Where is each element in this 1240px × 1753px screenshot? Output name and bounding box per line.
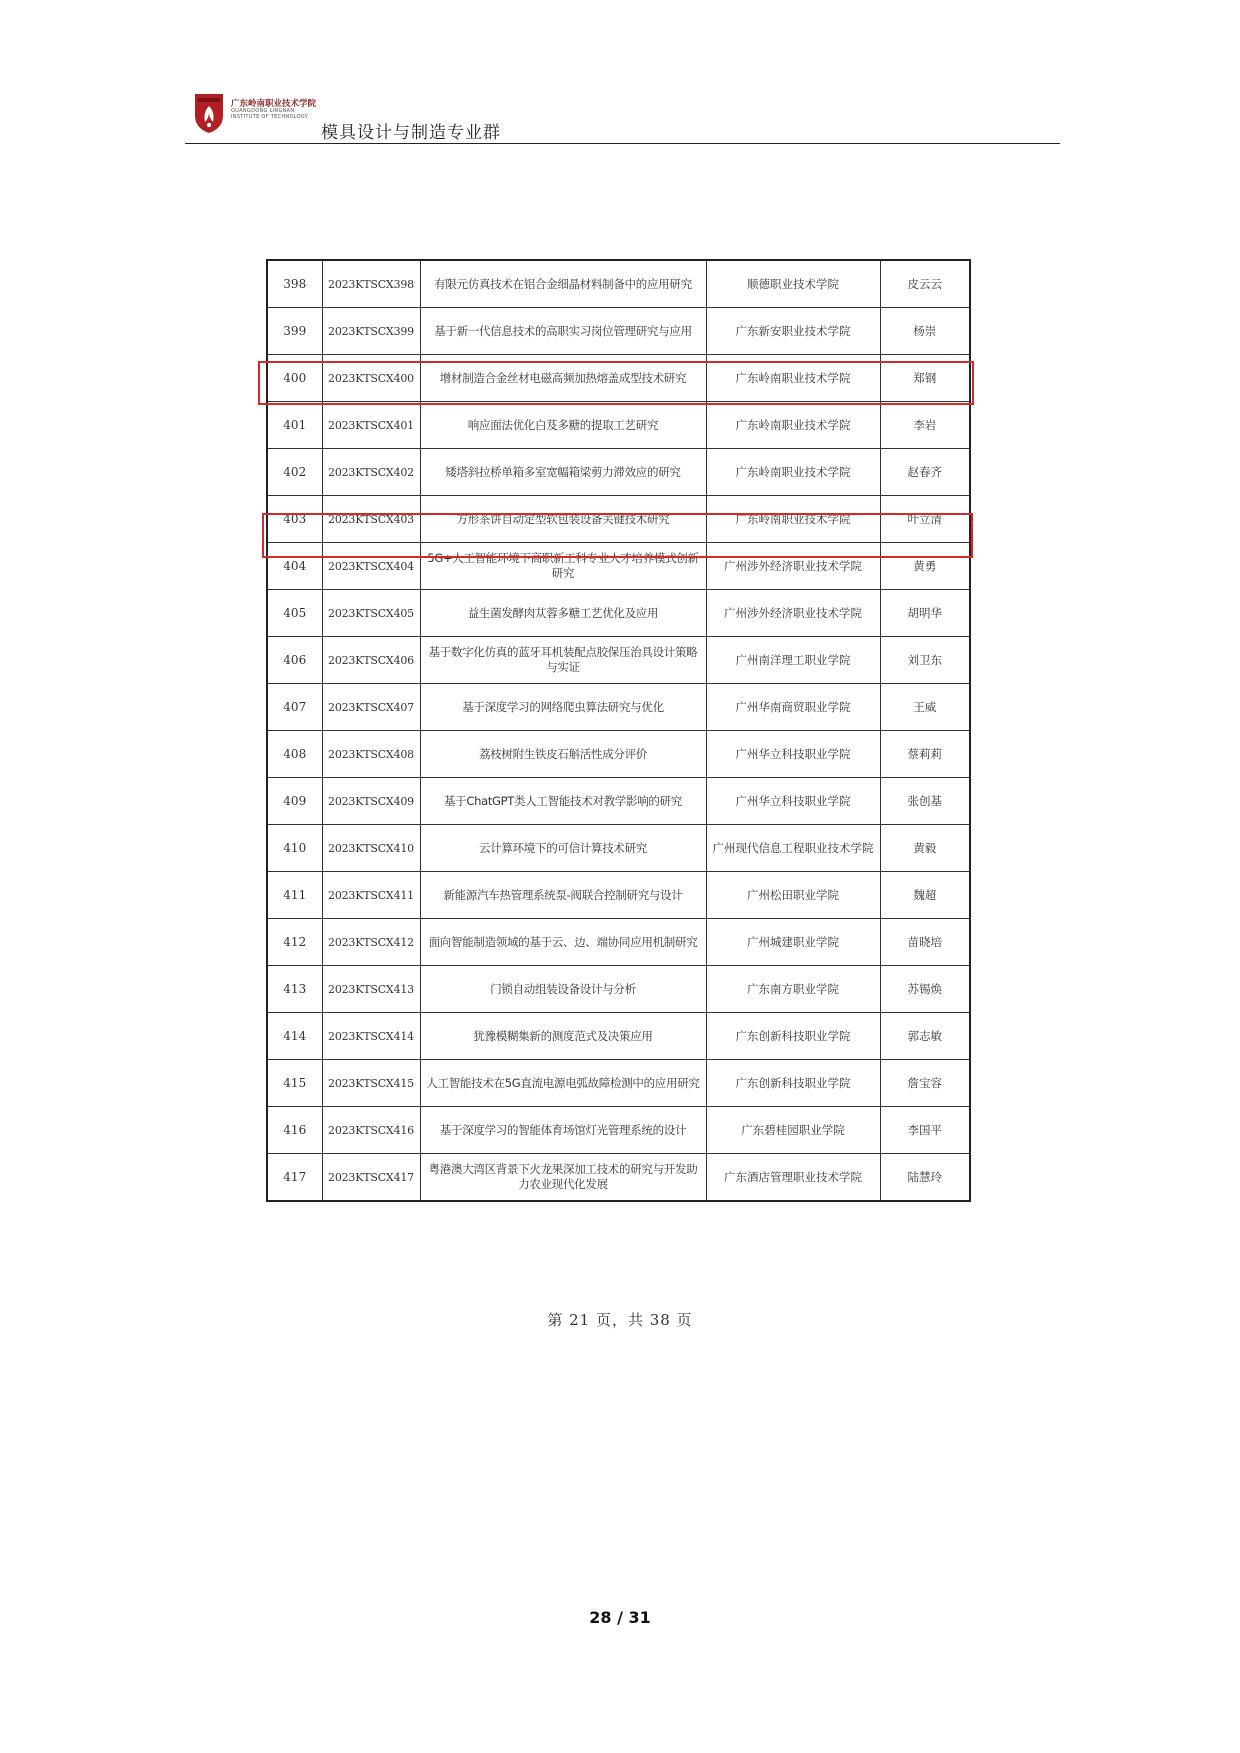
table-row bbox=[267, 1107, 970, 1154]
school-name-en-line-1: GUANGDONG LINGNAN bbox=[231, 108, 295, 114]
project-code: 2023KTSCX415 bbox=[322, 1060, 420, 1107]
table-row bbox=[267, 778, 970, 825]
row-number: 402 bbox=[267, 449, 322, 496]
project-title: 荔枝树附生铁皮石斛活性成分评价 bbox=[420, 731, 706, 778]
project-title: 益生菌发酵肉苁蓉多糖工艺优化及应用 bbox=[420, 590, 706, 637]
school-name-en bbox=[231, 108, 308, 120]
school-name: 顺德职业技术学院 bbox=[706, 260, 880, 308]
table-row bbox=[267, 308, 970, 355]
project-table-body bbox=[267, 260, 970, 1201]
project-code: 2023KTSCX408 bbox=[322, 731, 420, 778]
school-name: 广州现代信息工程职业技术学院 bbox=[706, 825, 880, 872]
school-name: 广州华南商贸职业学院 bbox=[706, 684, 880, 731]
principal-name: 李国平 bbox=[880, 1107, 970, 1154]
principal-name: 皮云云 bbox=[880, 260, 970, 308]
project-code: 2023KTSCX413 bbox=[322, 966, 420, 1013]
school-name: 广州城建职业学院 bbox=[706, 919, 880, 966]
principal-name: 黄勇 bbox=[880, 543, 970, 590]
row-number: 404 bbox=[267, 543, 322, 590]
project-title: 方形茶饼自动定型软包装设备关键技术研究 bbox=[420, 496, 706, 543]
row-number: 400 bbox=[267, 355, 322, 402]
table-row bbox=[267, 1013, 970, 1060]
principal-name: 张创基 bbox=[880, 778, 970, 825]
row-number: 398 bbox=[267, 260, 322, 308]
row-number: 408 bbox=[267, 731, 322, 778]
school-name: 广州南洋理工职业学院 bbox=[706, 637, 880, 684]
principal-name: 魏超 bbox=[880, 872, 970, 919]
principal-name: 苏锡焕 bbox=[880, 966, 970, 1013]
project-title: 基于数字化仿真的蓝牙耳机装配点胶保压治具设计策略与实证 bbox=[420, 637, 706, 684]
principal-name: 詹宝容 bbox=[880, 1060, 970, 1107]
row-number: 412 bbox=[267, 919, 322, 966]
school-name: 广州松田职业学院 bbox=[706, 872, 880, 919]
table-row bbox=[267, 637, 970, 684]
project-title: 基于新一代信息技术的高职实习岗位管理研究与应用 bbox=[420, 308, 706, 355]
school-name: 广州涉外经济职业技术学院 bbox=[706, 543, 880, 590]
principal-name: 胡明华 bbox=[880, 590, 970, 637]
project-title: 5G+人工智能环境下高职新工科专业人才培养模式创新研究 bbox=[420, 543, 706, 590]
principal-name: 郭志敏 bbox=[880, 1013, 970, 1060]
project-title: 人工智能技术在5G直流电源电弧故障检测中的应用研究 bbox=[420, 1060, 706, 1107]
professional-group-title: 模具设计与制造专业群 bbox=[321, 123, 501, 143]
inner-page-footer: 第 21 页，共 38 页 bbox=[547, 1311, 693, 1329]
table-row bbox=[267, 731, 970, 778]
row-number: 405 bbox=[267, 590, 322, 637]
project-title: 面向智能制造领域的基于云、边、端协同应用机制研究 bbox=[420, 919, 706, 966]
table-row bbox=[267, 543, 970, 590]
row-number: 411 bbox=[267, 872, 322, 919]
school-name-en-line-2: INSTITUTE OF TECHNOLOGY bbox=[231, 114, 309, 120]
header-divider bbox=[185, 143, 1060, 144]
school-name: 广东碧桂园职业学院 bbox=[706, 1107, 880, 1154]
principal-name: 郑钢 bbox=[880, 355, 970, 402]
principal-name: 陆慧玲 bbox=[880, 1154, 970, 1202]
project-title: 增材制造合金丝材电磁高频加热熔盖成型技术研究 bbox=[420, 355, 706, 402]
row-number: 416 bbox=[267, 1107, 322, 1154]
school-name: 广州华立科技职业学院 bbox=[706, 731, 880, 778]
project-title: 犹豫模糊集新的测度范式及决策应用 bbox=[420, 1013, 706, 1060]
project-title: 基于ChatGPT类人工智能技术对教学影响的研究 bbox=[420, 778, 706, 825]
school-name: 广东岭南职业技术学院 bbox=[706, 496, 880, 543]
project-code: 2023KTSCX412 bbox=[322, 919, 420, 966]
school-name: 广东创新科技职业学院 bbox=[706, 1013, 880, 1060]
project-code: 2023KTSCX407 bbox=[322, 684, 420, 731]
principal-name: 赵春齐 bbox=[880, 449, 970, 496]
principal-name: 黄毅 bbox=[880, 825, 970, 872]
school-name: 广东酒店管理职业技术学院 bbox=[706, 1154, 880, 1202]
project-code: 2023KTSCX404 bbox=[322, 543, 420, 590]
document-page-indicator: 28 / 31 bbox=[589, 1608, 651, 1627]
project-code: 2023KTSCX400 bbox=[322, 355, 420, 402]
table-row bbox=[267, 1154, 970, 1202]
table-row bbox=[267, 496, 970, 543]
table-row bbox=[267, 590, 970, 637]
principal-name: 苗晓培 bbox=[880, 919, 970, 966]
project-code: 2023KTSCX416 bbox=[322, 1107, 420, 1154]
principal-name: 杨崇 bbox=[880, 308, 970, 355]
row-number: 403 bbox=[267, 496, 322, 543]
school-name: 广州涉外经济职业技术学院 bbox=[706, 590, 880, 637]
project-code: 2023KTSCX409 bbox=[322, 778, 420, 825]
project-code: 2023KTSCX417 bbox=[322, 1154, 420, 1202]
row-number: 399 bbox=[267, 308, 322, 355]
school-name-cn: 广东岭南职业技术学院 bbox=[231, 99, 317, 109]
school-name: 广州华立科技职业学院 bbox=[706, 778, 880, 825]
project-code: 2023KTSCX405 bbox=[322, 590, 420, 637]
project-code: 2023KTSCX414 bbox=[322, 1013, 420, 1060]
project-title: 门锁自动组装设备设计与分析 bbox=[420, 966, 706, 1013]
table-row bbox=[267, 872, 970, 919]
principal-name: 王威 bbox=[880, 684, 970, 731]
project-code: 2023KTSCX406 bbox=[322, 637, 420, 684]
row-number: 409 bbox=[267, 778, 322, 825]
table-row bbox=[267, 1060, 970, 1107]
principal-name: 刘卫东 bbox=[880, 637, 970, 684]
row-number: 413 bbox=[267, 966, 322, 1013]
principal-name: 李岩 bbox=[880, 402, 970, 449]
project-code: 2023KTSCX403 bbox=[322, 496, 420, 543]
project-title: 基于深度学习的网络爬虫算法研究与优化 bbox=[420, 684, 706, 731]
table-row bbox=[267, 260, 970, 308]
row-number: 414 bbox=[267, 1013, 322, 1060]
school-name: 广东岭南职业技术学院 bbox=[706, 402, 880, 449]
row-number: 417 bbox=[267, 1154, 322, 1202]
project-title: 新能源汽车热管理系统泵-阀联合控制研究与设计 bbox=[420, 872, 706, 919]
row-number: 401 bbox=[267, 402, 322, 449]
school-name: 广东岭南职业技术学院 bbox=[706, 449, 880, 496]
table-row bbox=[267, 825, 970, 872]
project-code: 2023KTSCX410 bbox=[322, 825, 420, 872]
project-list-table bbox=[266, 259, 971, 1202]
school-name: 广东岭南职业技术学院 bbox=[706, 355, 880, 402]
table-row bbox=[267, 402, 970, 449]
school-name: 广东创新科技职业学院 bbox=[706, 1060, 880, 1107]
project-code: 2023KTSCX411 bbox=[322, 872, 420, 919]
row-number: 410 bbox=[267, 825, 322, 872]
project-title: 粤港澳大湾区背景下火龙果深加工技术的研究与开发助力农业现代化发展 bbox=[420, 1154, 706, 1202]
table-row bbox=[267, 355, 970, 402]
table-row bbox=[267, 919, 970, 966]
project-title: 响应面法优化白芨多糖的提取工艺研究 bbox=[420, 402, 706, 449]
project-code: 2023KTSCX402 bbox=[322, 449, 420, 496]
row-number: 407 bbox=[267, 684, 322, 731]
project-title: 云计算环境下的可信计算技术研究 bbox=[420, 825, 706, 872]
project-code: 2023KTSCX401 bbox=[322, 402, 420, 449]
row-number: 415 bbox=[267, 1060, 322, 1107]
project-title: 有限元仿真技术在铝合金细晶材料制备中的应用研究 bbox=[420, 260, 706, 308]
school-name: 广东新安职业技术学院 bbox=[706, 308, 880, 355]
table-row bbox=[267, 684, 970, 731]
table-row bbox=[267, 966, 970, 1013]
principal-name: 蔡莉莉 bbox=[880, 731, 970, 778]
principal-name: 叶立清 bbox=[880, 496, 970, 543]
school-crest-icon bbox=[193, 92, 225, 134]
project-code: 2023KTSCX399 bbox=[322, 308, 420, 355]
project-title: 基于深度学习的智能体育场馆灯光管理系统的设计 bbox=[420, 1107, 706, 1154]
table-row bbox=[267, 449, 970, 496]
project-title: 矮塔斜拉桥单箱多室宽幅箱梁剪力滞效应的研究 bbox=[420, 449, 706, 496]
project-code: 2023KTSCX398 bbox=[322, 260, 420, 308]
document-header bbox=[185, 88, 1060, 144]
row-number: 406 bbox=[267, 637, 322, 684]
school-name: 广东南方职业学院 bbox=[706, 966, 880, 1013]
